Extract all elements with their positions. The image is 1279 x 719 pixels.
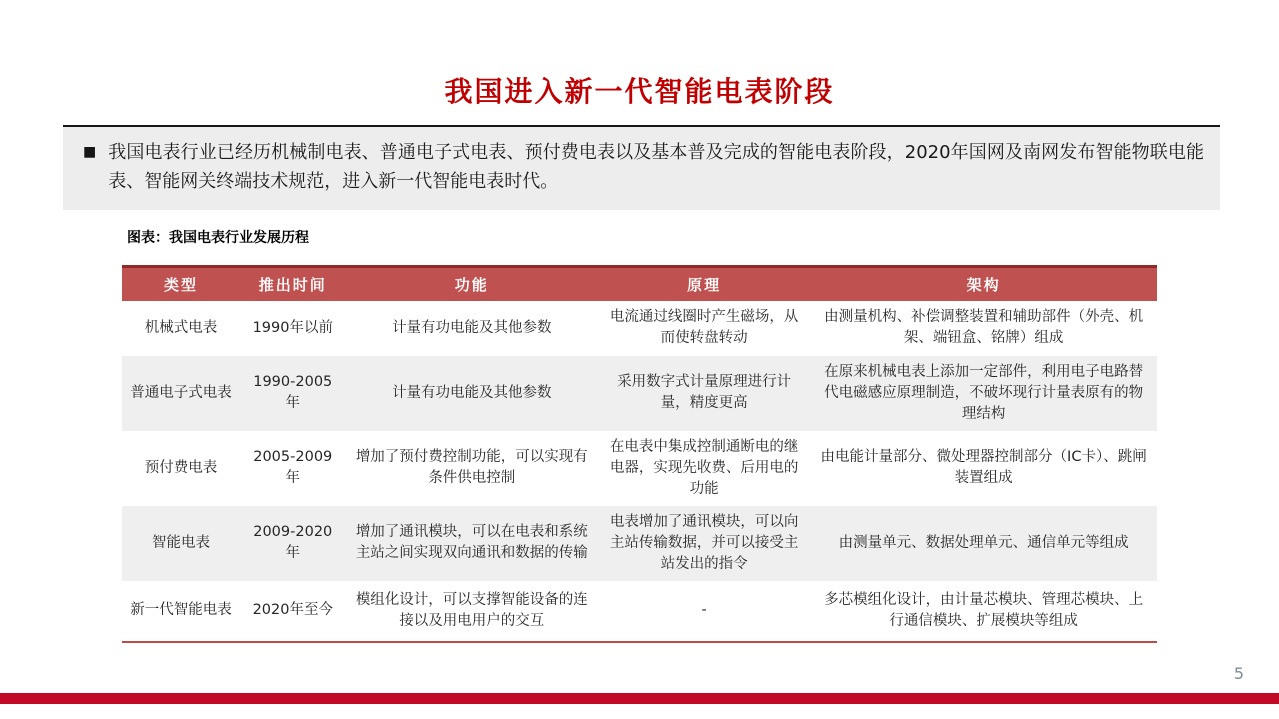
meter-development-table (122, 265, 1157, 643)
table-cell: 机械式电表 (144, 319, 218, 336)
table-cell: 2005-2009年 (253, 449, 333, 486)
table-cell: 2009-2020年 (253, 524, 333, 561)
table-row-prepaid-meter (122, 431, 1157, 506)
column-header-launch-time: 推出时间 (240, 267, 346, 301)
table-cell: 1990-2005年 (253, 374, 333, 411)
table-cell: 增加了通讯模块，可以在电表和系统主站之间实现双向通讯和数据的传输 (355, 524, 588, 561)
table-cell: 1990年以前 (252, 319, 333, 336)
table-cell: 在电表中集成控制通断电的继电器，实现先收费、后用电的功能 (609, 438, 799, 497)
table-row-mechanical-meter (122, 301, 1157, 356)
table-cell: 增加了预付费控制功能，可以实现有条件供电控制 (355, 449, 588, 486)
table-cell: 预付费电表 (144, 459, 218, 476)
page-title: 我国进入新一代智能电表阶段 (444, 75, 835, 108)
table-cell: 在原来机械电表上添加一定部件，利用电子电路替代电磁感应原理制造，不破坏现行计量表原有的物理结构 (824, 363, 1144, 422)
table-cell: 2020年至今 (252, 602, 333, 618)
table-cell: 模组化设计，可以支撑智能设备的连接以及用电用户的交互 (355, 591, 588, 629)
table-cell: 新一代智能电表 (130, 602, 232, 618)
table-cell: 智能电表 (151, 534, 210, 551)
table-cell: 由测量机构、补偿调整装置和辅助部件（外壳、机架、端钮盒、铭牌）组成 (824, 309, 1144, 346)
column-header-type: 类型 (122, 267, 240, 301)
table-cell: 电流通过线圈时产生磁场，从而使转盘转动 (609, 309, 799, 346)
table-cell: 采用数字式计量原理进行计量，精度更高 (617, 374, 792, 411)
table-cell: - (701, 602, 707, 618)
table-row-smart-meter (122, 506, 1157, 581)
summary-box (63, 125, 1220, 210)
column-header-function: 功能 (346, 267, 599, 301)
table-caption: 图表：我国电表行业发展历程 (127, 230, 309, 246)
table-cell: 多芯模组化设计，由计量芯模块、管理芯模块、上行通信模块、扩展模块等组成 (824, 591, 1144, 629)
table-row-next-gen-smart-meter (122, 581, 1157, 642)
table-cell: 计量有功电能及其他参数 (392, 319, 552, 336)
summary-text: 我国电表行业已经历机械制电表、普通电子式电表、预付费电表以及基本普及完成的智能电表阶段，2020年国网及南网发布智能物联电能表、智能网关终端技术规范，进入新一代智能电表时代。 (108, 142, 1204, 192)
table-cell: 普通电子式电表 (130, 384, 232, 401)
table-cell: 由电能计量部分、微处理器控制部分（IC卡）、跳闸装置组成 (820, 449, 1147, 486)
column-header-principle: 原理 (598, 267, 810, 301)
column-header-architecture: 架构 (810, 267, 1157, 301)
table-cell: 由测量单元、数据处理单元、通信单元等组成 (838, 534, 1129, 551)
table-cell: 计量有功电能及其他参数 (392, 384, 552, 401)
table-cell: 电表增加了通讯模块，可以向主站传输数据，并可以接受主站发出的指令 (609, 513, 799, 572)
page-number: 5 (1233, 664, 1244, 683)
table-row-electronic-meter (122, 356, 1157, 431)
bullet-square-icon: ■ (83, 144, 97, 160)
bottom-accent-bar (0, 693, 1279, 704)
table-header-row (122, 267, 1157, 301)
